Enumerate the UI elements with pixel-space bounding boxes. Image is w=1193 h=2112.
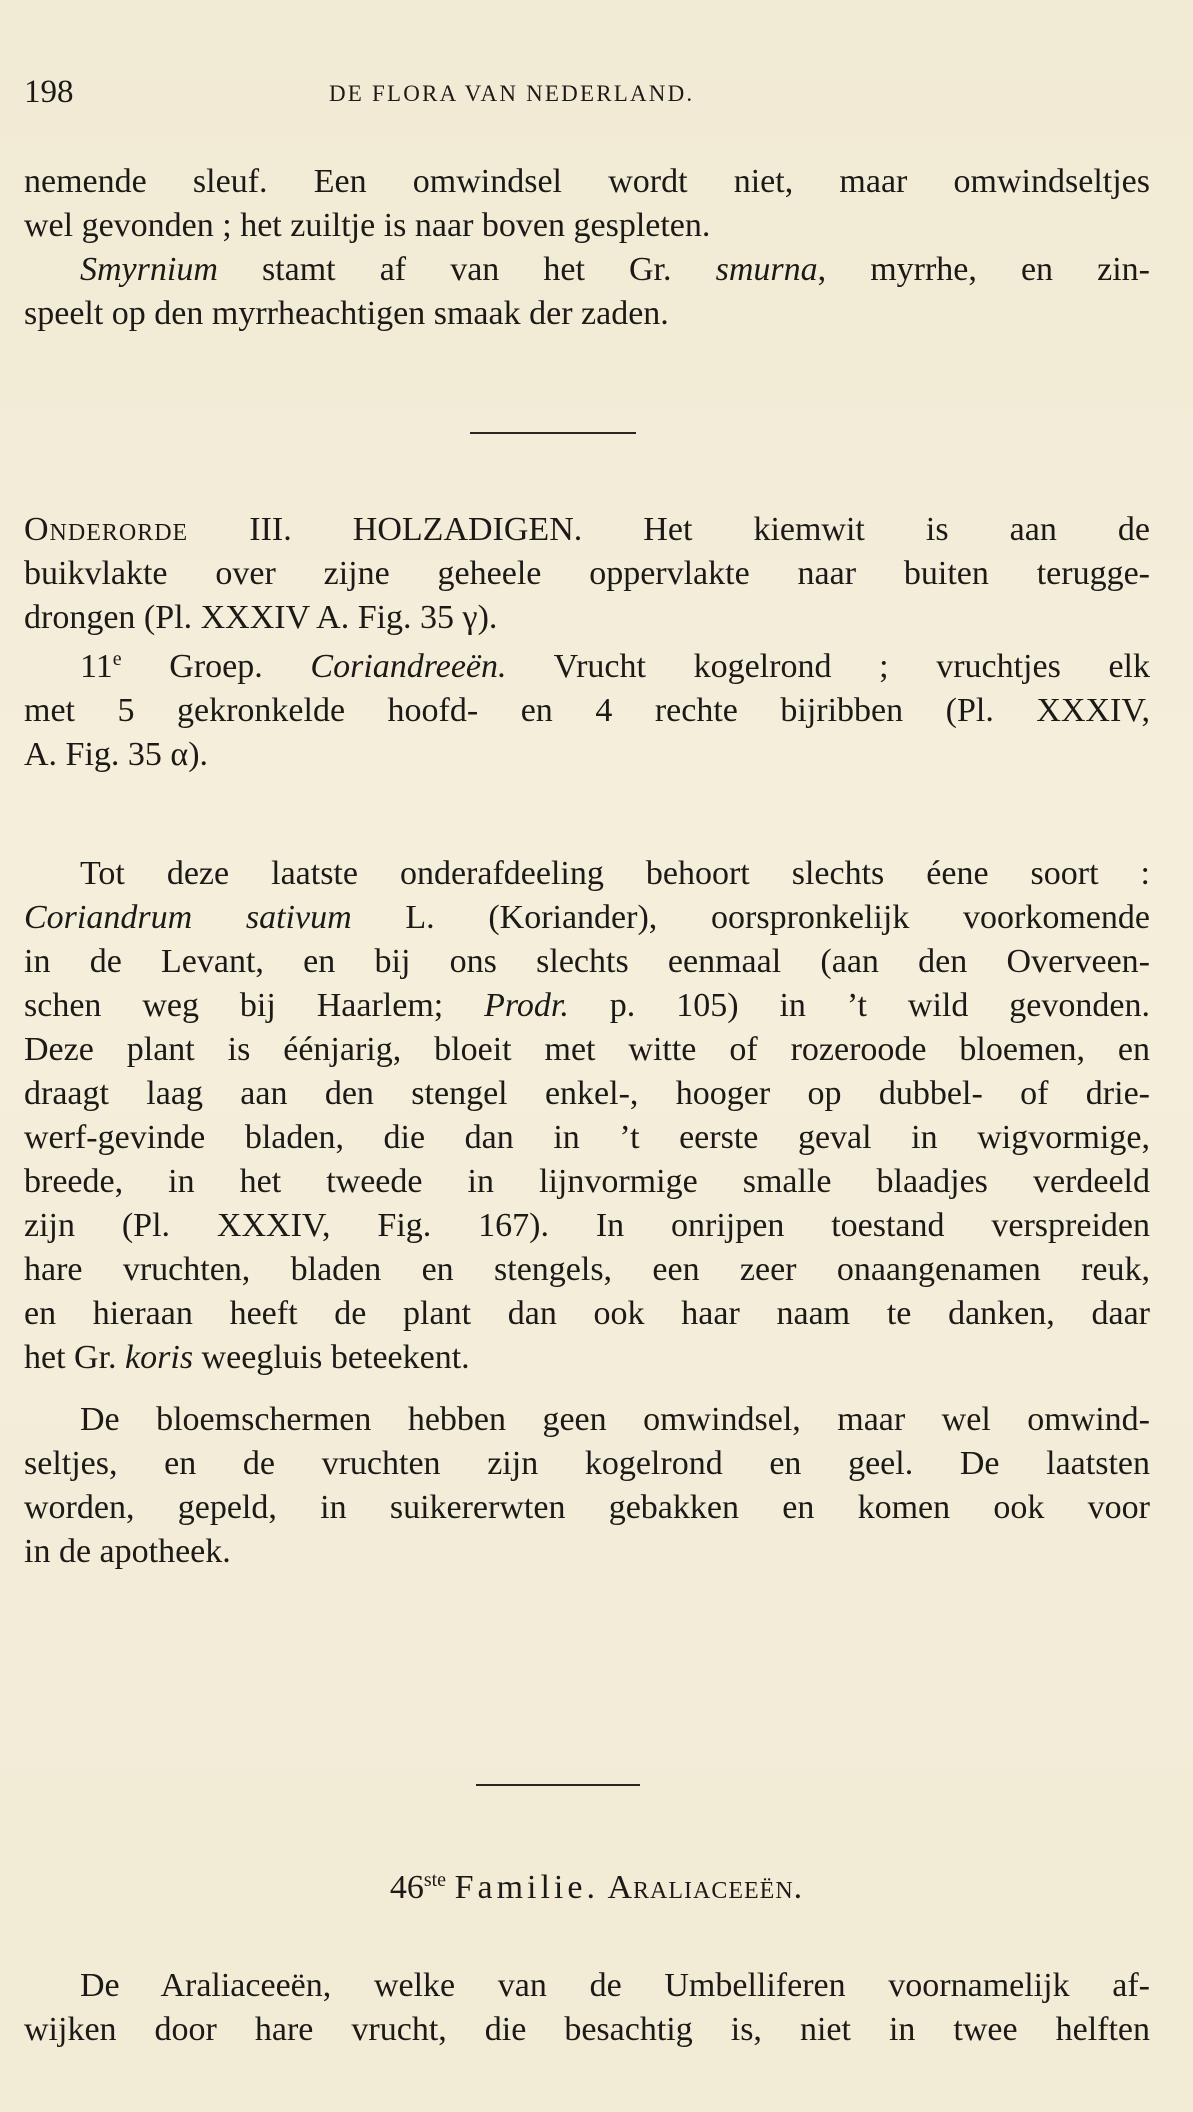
text-line: breede, in het tweede in lijnvormige smalle blaadjes verdeeld	[24, 1163, 1150, 1200]
text-line: Onderorde III. HOLZADIGEN. Het kiemwit is aan de	[24, 511, 1150, 548]
page-number: 198	[24, 74, 74, 110]
text-line: wijken door hare vrucht, die besachtig is, niet in twee helften	[24, 2011, 1150, 2048]
text-line: drongen (Pl. XXXIV A. Fig. 35 γ).	[24, 599, 498, 636]
page-header	[24, 72, 1154, 122]
running-head: DE FLORA VAN NEDERLAND.	[329, 81, 695, 106]
text-line: buikvlakte over zijne geheele oppervlakte naar buiten terugge-	[24, 555, 1150, 592]
text-line: Tot deze laatste onderafdeeling behoort slechts éene soort :	[80, 855, 1150, 892]
italic-term: Coriandreeën.	[310, 648, 507, 685]
text-line: wel gevonden ; het zuiltje is naar boven gespleten.	[24, 207, 711, 244]
italic-term: Coriandrum sativum	[24, 899, 352, 936]
text-line: in de Levant, en bij ons slechts eenmaal (aan den Overveen-	[24, 943, 1150, 980]
text-line: A. Fig. 35 α).	[24, 736, 209, 773]
section-divider	[476, 1784, 640, 1786]
text-line: hare vruchten, bladen en stengels, een zeer onaangenamen reuk,	[24, 1251, 1150, 1288]
text-line: in de apotheek.	[24, 1533, 231, 1570]
italic-term: koris	[125, 1339, 194, 1376]
text-line: speelt op den myrrheachtigen smaak der zaden.	[24, 295, 669, 332]
suborder-label: Onderorde	[24, 511, 189, 548]
text-line: worden, gepeld, in suikererwten gebakken en komen ook voor	[24, 1489, 1150, 1526]
paragraph-bloemschermen	[24, 1398, 1150, 1574]
paragraph-coriandrum	[24, 852, 1150, 1380]
text-line: Deze plant is éénjarig, bloeit met witte of rozeroode bloemen, en	[24, 1031, 1150, 1068]
text-line: 11e Groep. Coriandreeën. Vrucht kogelrond ; vruchtjes elk	[80, 648, 1150, 685]
paragraph-smyrnium-end	[24, 160, 1150, 336]
family-name: Araliaceeën.	[607, 1869, 804, 1906]
text-line: draagt laag aan den stengel enkel-, hooger op dubbel- of drie-	[24, 1075, 1150, 1112]
section-divider	[470, 432, 636, 434]
text-line: De bloemschermen hebben geen omwindsel, maar wel omwind-	[80, 1401, 1150, 1438]
text-line: seltjes, en de vruchten zijn kogelrond en geel. De laatsten	[24, 1445, 1150, 1482]
text-line: nemende sleuf. Een omwindsel wordt niet, maar omwindseltjes	[24, 163, 1150, 200]
family-heading: 46ste Familie. Araliaceeën.	[389, 1869, 804, 1906]
text-line: werf-gevinde bladen, die dan in ’t eerste geval in wigvormige,	[24, 1119, 1150, 1156]
text-line: De Araliaceeën, welke van de Umbelliferen voornamelijk af-	[80, 1967, 1150, 2004]
paragraph-araliaceeen	[24, 1964, 1150, 2052]
text-line: en hieraan heeft de plant dan ook haar naam te danken, daar	[24, 1295, 1150, 1332]
text-line: Smyrnium stamt af van het Gr. smurna, myrrhe, en zin-	[80, 251, 1150, 288]
italic-term: Smyrnium	[80, 251, 218, 288]
paragraph-holzadigen	[24, 508, 1150, 777]
text-line: het Gr. koris weegluis beteekent.	[24, 1339, 470, 1376]
italic-term: smurna	[715, 251, 818, 288]
text-line: schen weg bij Haarlem; Prodr. p. 105) in ’t wild gevonden.	[24, 987, 1150, 1024]
text-line: met 5 gekronkelde hoofd- en 4 rechte bijribben (Pl. XXXIV,	[24, 692, 1150, 729]
text-line: Coriandrum sativum L. (Koriander), oorspronkelijk voorkomende	[24, 899, 1150, 936]
italic-term: Prodr.	[484, 987, 569, 1024]
text-line: zijn (Pl. XXXIV, Fig. 167). In onrijpen toestand verspreiden	[24, 1207, 1150, 1244]
